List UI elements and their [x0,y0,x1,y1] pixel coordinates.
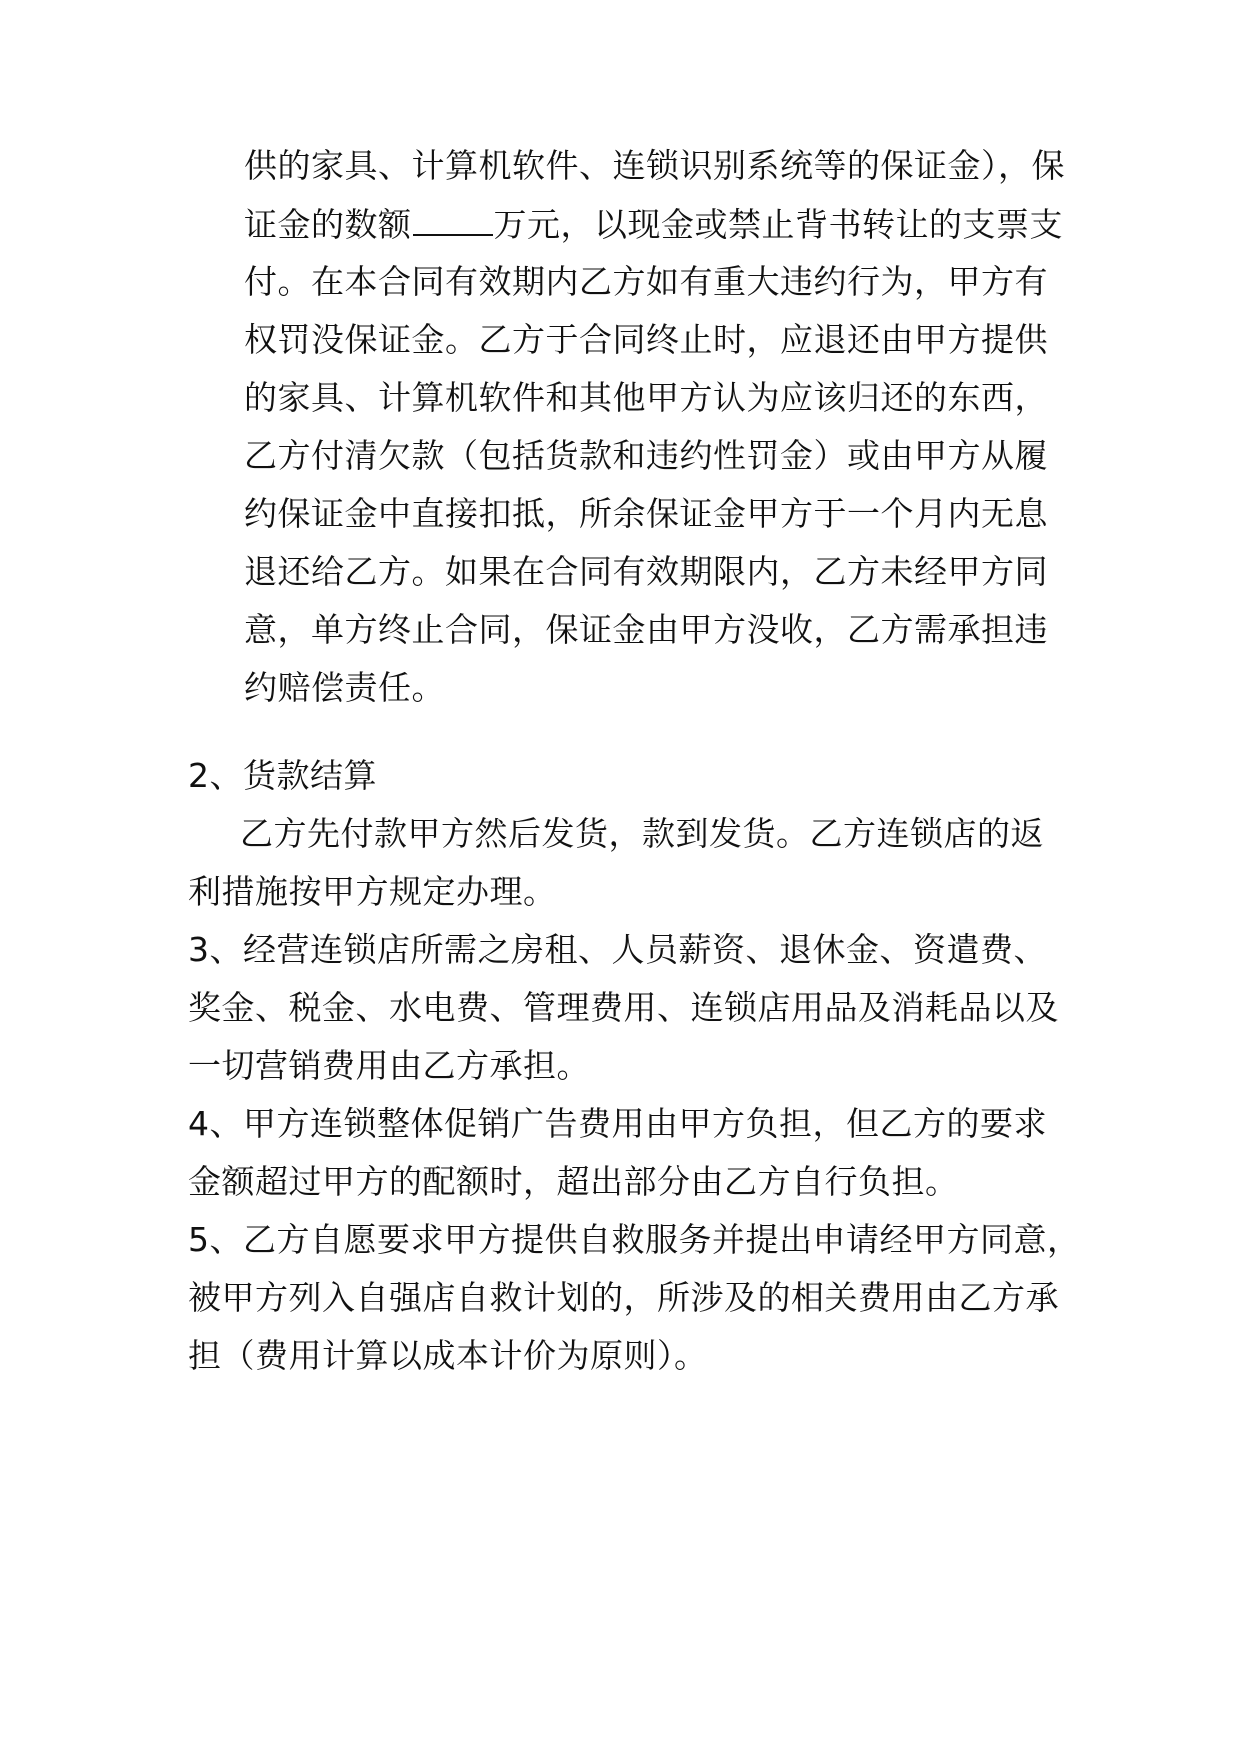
text-line: 退还给乙方。如果在合同有效期限内，乙方未经甲方同 [244,552,1048,591]
list-item-5: 5、乙方自愿要求甲方提供自救服务并提出申请经甲方同意， [188,1220,1081,1259]
text-segment: 万元，以现金或禁止背书转让的支票支 [493,205,1063,244]
text-line: 被甲方列入自强店自救计划的，所涉及的相关费用由乙方承 [188,1278,1059,1317]
text-line: 乙方先付款甲方然后发货，款到发货。乙方连锁店的返 [240,814,1044,853]
text-line: 约保证金中直接扣抵，所余保证金甲方于一个月内无息 [244,494,1048,533]
text-line: 付。在本合同有效期内乙方如有重大违约行为，甲方有 [244,262,1048,301]
text-line: 担（费用计算以成本计价为原则）。 [188,1336,708,1375]
list-item-4: 4、甲方连锁整体促销广告费用由甲方负担，但乙方的要求 [188,1104,1047,1143]
text-line: 乙方付清欠款（包括货款和违约性罚金）或由甲方从履 [244,436,1048,475]
text-line: 权罚没保证金。乙方于合同终止时，应退还由甲方提供 [244,320,1048,359]
section-heading: 2、货款结算 [188,756,377,795]
text-line: 约赔偿责任。 [244,668,445,707]
text-segment: 证金的数额 [244,205,412,244]
text-line: 意，单方终止合同，保证金由甲方没收，乙方需承担违 [244,610,1048,649]
fill-in-blank [413,204,493,236]
list-item-3: 3、经营连锁店所需之房租、人员薪资、退休金、资遣费、 [188,930,1047,969]
text-line: 的家具、计算机软件和其他甲方认为应该归还的东西， [244,378,1048,417]
text-line: 供的家具、计算机软件、连锁识别系统等的保证金），保 [244,146,1065,185]
text-line: 一切营销费用由乙方承担。 [188,1046,590,1085]
text-line: 利措施按甲方规定办理。 [188,872,557,911]
text-line: 金额超过甲方的配额时，超出部分由乙方自行负担。 [188,1162,959,1201]
text-line [244,204,1063,245]
text-line: 奖金、税金、水电费、管理费用、连锁店用品及消耗品以及 [188,988,1059,1027]
